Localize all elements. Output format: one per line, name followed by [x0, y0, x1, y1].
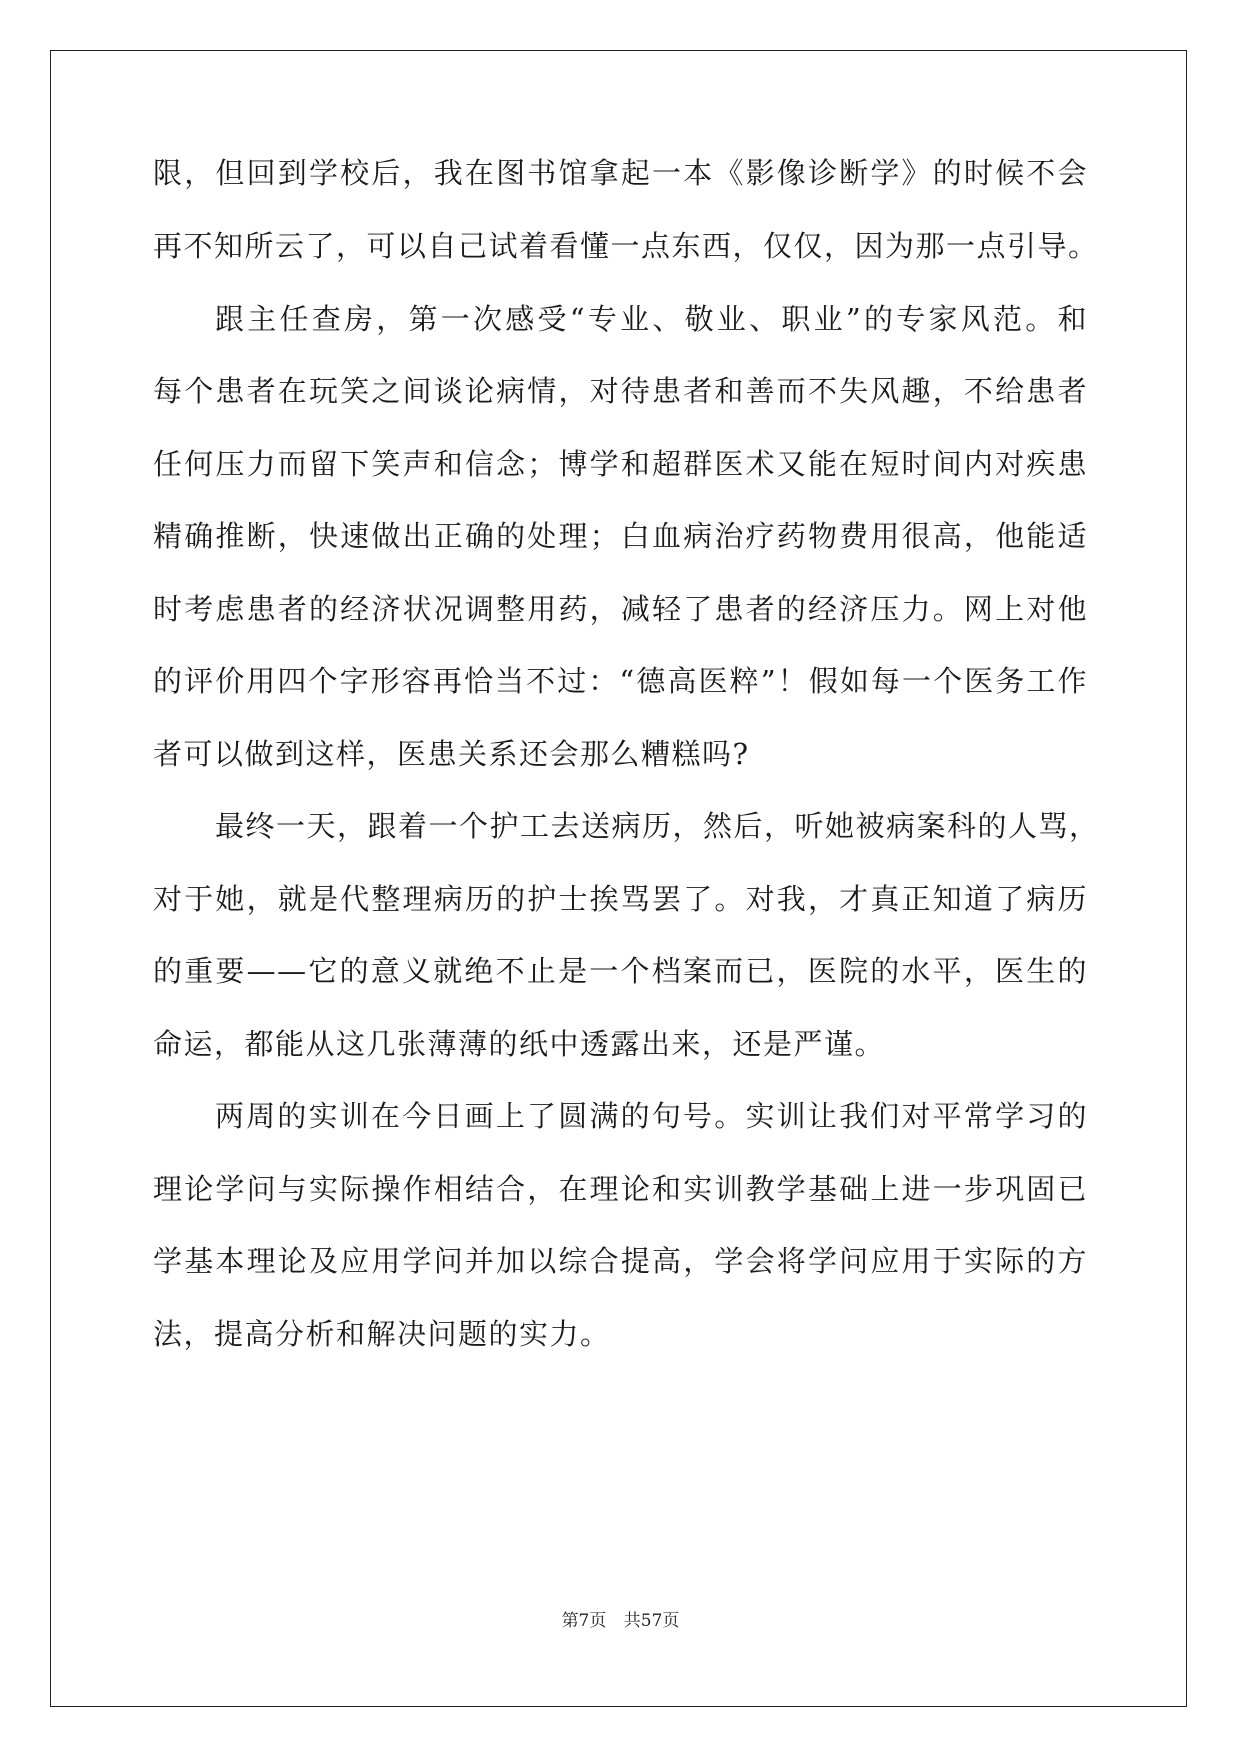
text-line: 精确推断，快速做出正确的处理；白血病治疗药物费用很高，他能适: [153, 519, 1088, 553]
current-page-label: 第7页: [561, 1611, 607, 1631]
text-line: 学基本理论及应用学问并加以综合提高，学会将学问应用于实际的方: [153, 1244, 1088, 1278]
paragraph-first-line: 最终一天，跟着一个护工去送病历，然后，听她被病案科的人骂，: [215, 809, 1100, 843]
text-line: 每个患者在玩笑之间谈论病情，对待患者和善而不失风趣，不给患者: [153, 374, 1088, 408]
text-line: 的重要——它的意义就绝不止是一个档案而已，医院的水平，医生的: [153, 954, 1088, 988]
text-line: 限，但回到学校后，我在图书馆拿起一本《影像诊断学》的时候不会: [153, 156, 1088, 190]
paragraph-last-line: 命运，都能从这几张薄薄的纸中透露出来，还是严谨。: [153, 1027, 886, 1061]
total-pages-label: 共57页: [623, 1611, 680, 1631]
paragraph-first-line: 跟主任查房，第一次感受“专业、敬业、职业”的专家风范。和: [215, 302, 1088, 336]
text-line: 理论学问与实际操作相结合，在理论和实训教学基础上进一步巩固已: [153, 1172, 1088, 1206]
page-footer: [0, 1606, 1241, 1631]
text-line: 任何压力而留下笑声和信念；博学和超群医术又能在短时间内对疾患: [153, 447, 1088, 481]
text-line: 再不知所云了，可以自己试着看懂一点东西，仅仅，因为那一点引导。: [153, 229, 1099, 263]
text-line: 时考虑患者的经济状况调整用药，减轻了患者的经济压力。网上对他: [153, 592, 1088, 626]
paragraph-last-line: 法，提高分析和解决问题的实力。: [153, 1317, 611, 1351]
paragraph-last-line: 者可以做到这样，医患关系还会那么糟糕吗?: [153, 737, 750, 771]
text-line: 对于她，就是代整理病历的护士挨骂罢了。对我，才真正知道了病历: [153, 882, 1088, 916]
text-line: 的评价用四个字形容再恰当不过：“德高医粹”！假如每一个医务工作: [153, 664, 1088, 698]
paragraph-first-line: 两周的实训在今日画上了圆满的句号。实训让我们对平常学习的: [215, 1099, 1088, 1133]
